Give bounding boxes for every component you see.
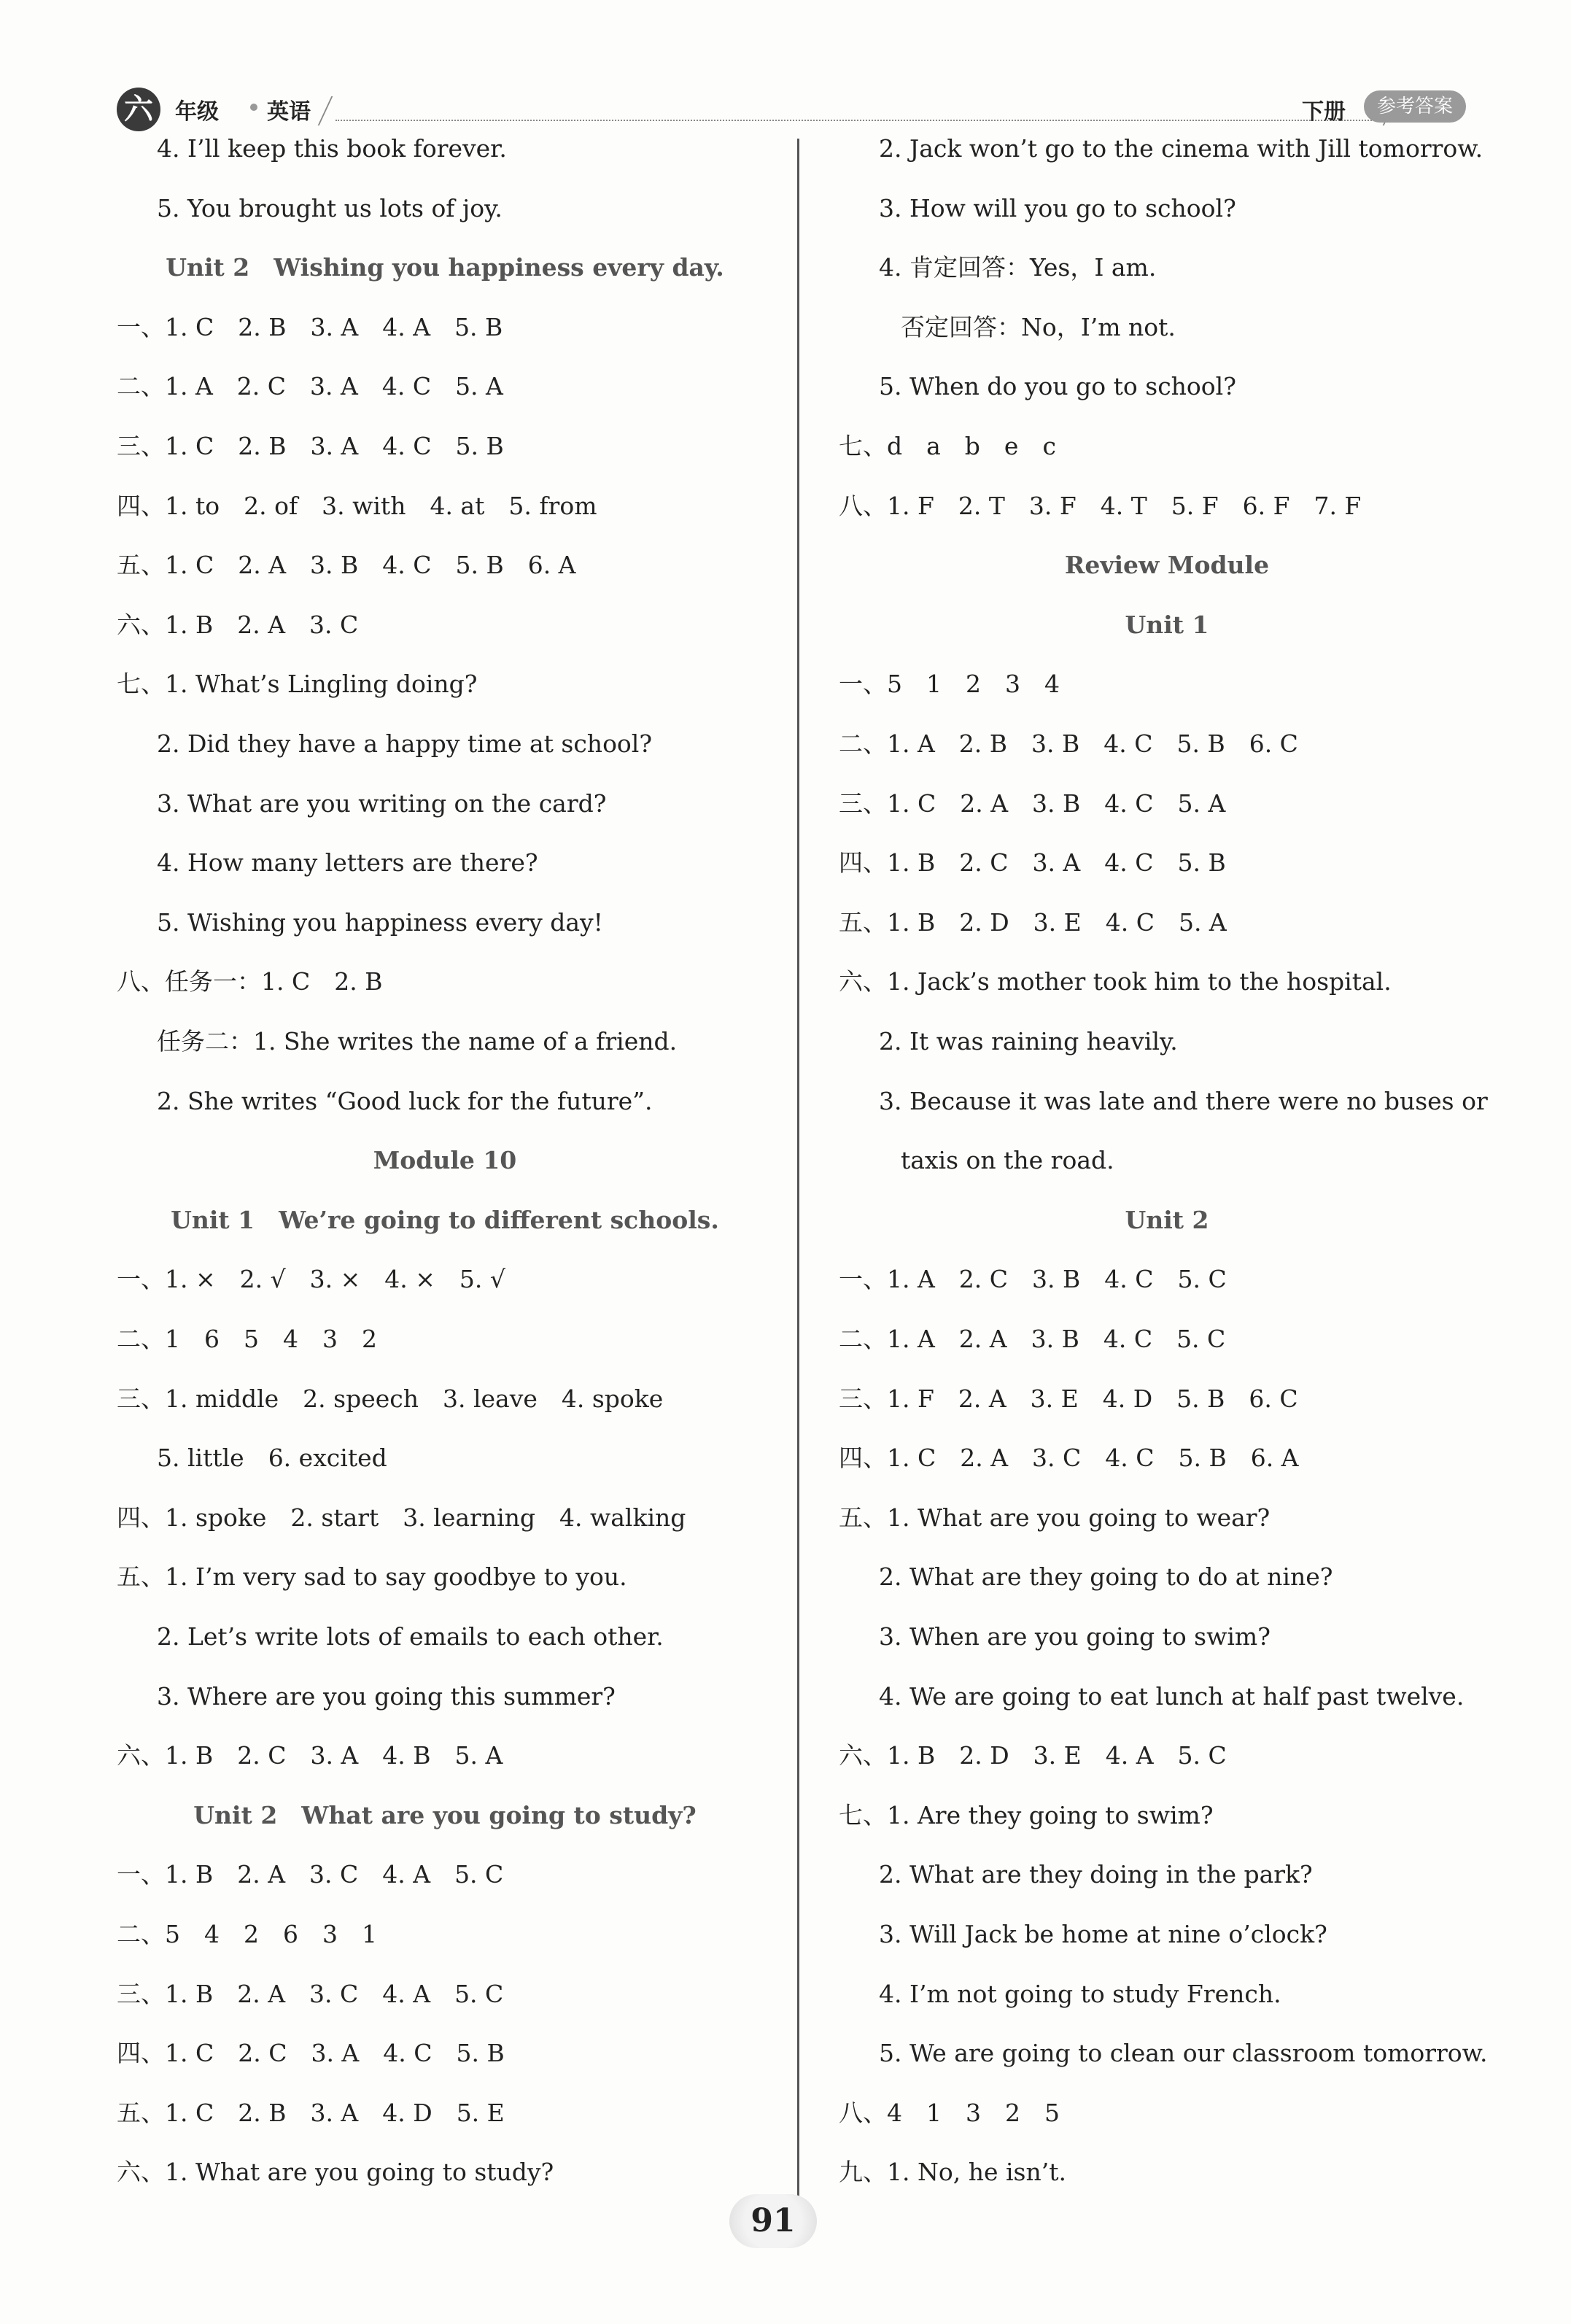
answer-line: 一、1. C 2. B 3. A 4. A 5. B	[117, 312, 503, 341]
answer-line: 4. How many letters are there?	[157, 848, 538, 878]
answer-key-badge: 参考答案	[1364, 90, 1466, 123]
section-heading: Unit 2	[1125, 1205, 1209, 1234]
answer-line: 四、1. spoke 2. start 3. learning 4. walking	[117, 1503, 686, 1532]
answer-line: 2. It was raining heavily.	[879, 1027, 1178, 1056]
separator-dot-icon	[250, 104, 257, 111]
answer-line: 3. Where are you going this summer?	[157, 1681, 616, 1711]
answer-line: 3. Will Jack be home at nine o’clock?	[879, 1920, 1327, 1948]
answer-line: 三、1. C 2. A 3. B 4. C 5. A	[839, 789, 1226, 818]
answer-line: 3. How will you go to school?	[879, 193, 1236, 222]
answer-line: 二、5 4 2 6 3 1	[117, 1920, 377, 1948]
answer-line: 5. We are going to clean our classroom tomorrow.	[879, 2039, 1488, 2068]
answer-line: 七、1. Are they going to swim?	[839, 1800, 1214, 1829]
header-slash-left	[318, 96, 333, 125]
answer-line: 四、1. C 2. A 3. C 4. C 5. B 6. A	[839, 1444, 1299, 1473]
answer-line: 任务二：1. She writes the name of a friend.	[157, 1027, 678, 1056]
answer-line: 六、1. Jack’s mother took him to the hospital.	[839, 967, 1392, 996]
answer-line: 二、1. A 2. B 3. B 4. C 5. B 6. C	[839, 729, 1298, 758]
answer-line: 3. When are you going to swim?	[879, 1622, 1271, 1651]
answer-line: 六、1. What are you going to study?	[117, 2158, 554, 2187]
answer-line: 4. 肯定回答：Yes，I am.	[879, 253, 1157, 282]
answer-line: 五、1. I’m very sad to say goodbye to you.	[117, 1562, 627, 1592]
answer-line: 八、4 1 3 2 5	[839, 2098, 1060, 2127]
answer-line: 4. I’m not going to study French.	[879, 1979, 1281, 2008]
answer-line: 五、1. C 2. B 3. A 4. D 5. E	[117, 2098, 505, 2127]
section-heading: Module 10	[373, 1146, 517, 1175]
answer-line: 4. I’ll keep this book forever.	[157, 134, 507, 163]
answer-line: 2. Jack won’t go to the cinema with Jill tomorrow.	[879, 134, 1483, 163]
answer-line: 九、1. No, he isn’t.	[839, 2158, 1066, 2187]
volume-label: 下册	[1302, 99, 1346, 125]
answer-line: 六、1. B 2. C 3. A 4. B 5. A	[117, 1741, 503, 1770]
answer-line: 三、1. F 2. A 3. E 4. D 5. B 6. C	[839, 1384, 1298, 1413]
section-heading: Unit 1	[1125, 610, 1209, 639]
answer-line: 5. You brought us lots of joy.	[157, 193, 503, 222]
grade-label: 年级	[175, 99, 219, 125]
answer-line: 5. little 6. excited	[157, 1444, 387, 1473]
section-heading: Unit 2 What are you going to study?	[193, 1800, 697, 1829]
answer-line: 五、1. B 2. D 3. E 4. C 5. A	[839, 907, 1227, 937]
answer-line: 一、1. B 2. A 3. C 4. A 5. C	[117, 1860, 504, 1889]
answer-line: 否定回答：No，I’m not.	[901, 312, 1176, 341]
answer-line: 三、1. B 2. A 3. C 4. A 5. C	[117, 1979, 504, 2008]
answer-line: 四、1. B 2. C 3. A 4. C 5. B	[839, 848, 1226, 878]
answer-line: 3. Because it was late and there were no buses or	[879, 1086, 1488, 1115]
answer-line: 2. What are they doing in the park?	[879, 1860, 1313, 1889]
answer-line: 五、1. C 2. A 3. B 4. C 5. B 6. A	[117, 551, 576, 580]
answer-line: 二、1. A 2. C 3. A 4. C 5. A	[117, 372, 503, 401]
answer-line: 四、1. C 2. C 3. A 4. C 5. B	[117, 2039, 505, 2068]
answer-line: 5. Wishing you happiness every day!	[157, 907, 603, 937]
answer-line: 七、1. What’s Lingling doing?	[117, 670, 478, 699]
header-rule	[335, 120, 1386, 121]
answer-line: 八、任务一：1. C 2. B	[117, 967, 383, 996]
page-header	[117, 82, 1466, 133]
answer-line: 一、5 1 2 3 4	[839, 670, 1060, 699]
answer-line: 二、1 6 5 4 3 2	[117, 1325, 377, 1353]
answer-line: 2. What are they going to do at nine?	[879, 1562, 1333, 1592]
answer-line: 2. She writes “Good luck for the future”.	[157, 1086, 653, 1115]
section-heading: Unit 1 We’re going to different schools.	[171, 1205, 719, 1234]
answer-line: 五、1. What are you going to wear?	[839, 1503, 1271, 1532]
answer-line: 4. We are going to eat lunch at half past twelve.	[879, 1681, 1465, 1711]
answer-line: 三、1. middle 2. speech 3. leave 4. spoke	[117, 1384, 664, 1413]
answer-line: 八、1. F 2. T 3. F 4. T 5. F 6. F 7. F	[839, 491, 1362, 520]
answer-line: taxis on the road.	[901, 1146, 1114, 1175]
answer-line: 四、1. to 2. of 3. with 4. at 5. from	[117, 491, 597, 520]
answer-line: 一、1. A 2. C 3. B 4. C 5. C	[839, 1265, 1227, 1294]
grade-badge: 六	[117, 88, 160, 131]
section-heading: Unit 2 Wishing you happiness every day.	[166, 253, 724, 282]
answer-line: 七、d a b e c	[839, 432, 1056, 460]
column-divider	[797, 139, 799, 2203]
page-number: 91	[729, 2194, 817, 2248]
answer-line: 六、1. B 2. A 3. C	[117, 610, 359, 639]
answer-line: 3. What are you writing on the card?	[157, 789, 607, 818]
section-heading: Review Module	[1064, 551, 1270, 580]
answer-line: 2. Let’s write lots of emails to each other.	[157, 1622, 664, 1651]
answer-line: 六、1. B 2. D 3. E 4. A 5. C	[839, 1741, 1227, 1770]
answer-line: 2. Did they have a happy time at school?	[157, 729, 653, 758]
answer-line: 一、1. × 2. √ 3. × 4. × 5. √	[117, 1265, 505, 1294]
answer-line: 三、1. C 2. B 3. A 4. C 5. B	[117, 432, 504, 460]
answer-line: 二、1. A 2. A 3. B 4. C 5. C	[839, 1325, 1226, 1353]
subject-label: 英语	[267, 99, 311, 125]
answer-line: 5. When do you go to school?	[879, 372, 1236, 401]
